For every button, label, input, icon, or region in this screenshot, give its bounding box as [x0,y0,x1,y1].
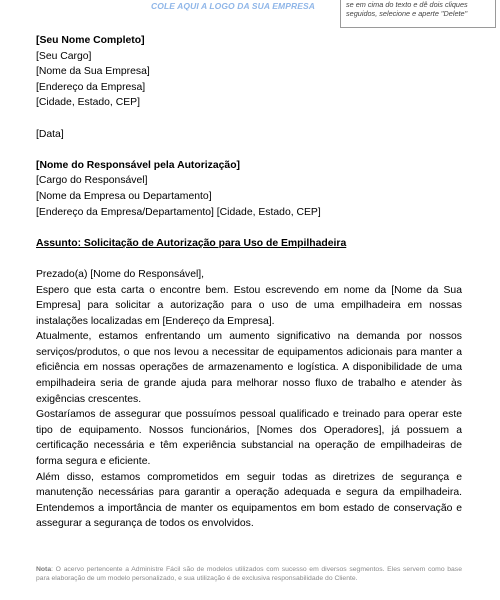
sender-company: [Nome da Sua Empresa] [36,66,150,78]
letter-greeting: Prezado(a) [Nome do Responsável], [36,268,205,280]
sender-name: [Seu Nome Completo] [36,35,145,46]
paragraph-staff: Gostaríamos de assegurar que possuímos pessoal qualificado e treinado para operar este tipo de equipamento. Nossos funcionários, [Nomes dos Operadores], já possuem a certificação necessária e têm experiência substancial na operação de empilhadeiras de forma segura e eficiente. [36,409,462,468]
paragraph-demand: Atualmente, estamos enfrentando um aumento significativo na demanda por nossos serviços/produtos, o que nos levou a necessitar de equipamentos adicionais para manter a eficiência em nossas operações de armazenamento e logística. A disponibilidade de uma empilhadeira seria de grande ajuda para melhorar nosso fluxo de trabalho e atender às exigências crescentes. [36,331,462,405]
logo-placeholder-text: COLE AQUI A LOGO DA SUA EMPRESA [151,1,315,11]
footer-note [36,566,462,583]
footer-note-text: : O acervo pertencente a Administre Fácil são de modelos utilizados com sucesso em diversos segmentos. Eles servem como base para elaboração de um modelo personalizado, e sua utilização é de exclusiva responsabilidade do Cliente. [36,566,462,582]
recipient-company: [Nome da Empresa ou Departamento] [36,190,212,202]
recipient-name: [Nome do Responsável pela Autorização] [36,159,241,171]
sender-city: [Cidade, Estado, CEP] [36,97,140,109]
recipient-address: [Endereço da Empresa/Departamento] [Cidade, Estado, CEP] [36,206,321,218]
sender-role: [Seu Cargo] [36,50,92,62]
paragraph-safety: Além disso, estamos comprometidos em seguir todas as diretrizes de segurança e manutenção necessárias para garantir a operação adequada e segura da empilhadeira. Entendemos a importância de manter os equipamentos em bom estado de conservação e assegurar a segurança de todos os envolvidos. [36,471,462,530]
letter-date: [Data] [36,128,64,140]
paragraph-intro: Espero que esta carta o encontre bem. Estou escrevendo em nome da [Nome da Sua Empresa] para solicitar a autorização para o uso de uma empilhadeira em nossas instalações localizadas em [Endereço da Empresa]. [36,284,462,327]
footer-note-label: Nota [36,566,52,573]
letter-subject: Assunto: Solicitação de Autorização para Uso de Empilhadeira [36,237,347,249]
recipient-role: [Cargo do Responsável] [36,175,148,187]
instruction-hint-box [340,0,496,28]
sender-address: [Endereço da Empresa] [36,81,146,93]
letter-body [36,33,462,532]
instruction-hint-text: se em cima do texto e dê dois cliques seguidos, selecione e aperte "Delete" [346,0,468,18]
